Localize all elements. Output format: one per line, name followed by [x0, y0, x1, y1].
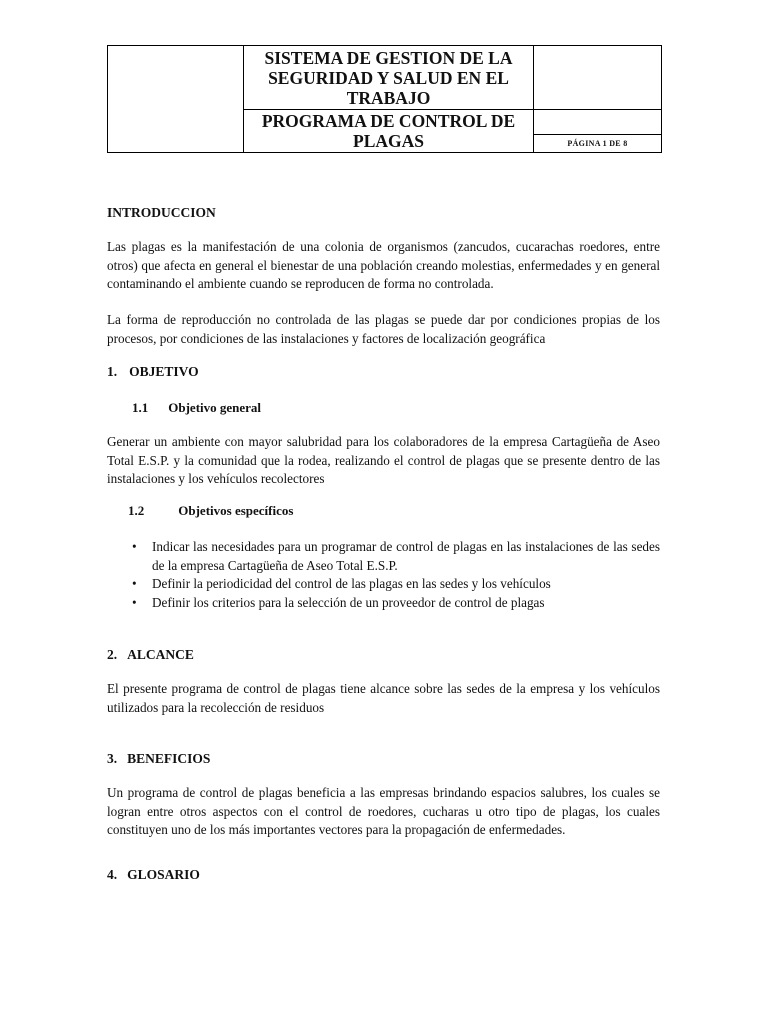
section-number: 1.: [107, 364, 118, 379]
objetivos-especificos-list: [107, 538, 660, 612]
bullet-icon: •: [132, 576, 137, 591]
subsection-title: Objetivos específicos: [178, 503, 294, 518]
list-item: • Definir los criterios para la selección de un proveedor de control de plagas: [107, 594, 660, 613]
section-title: BENEFICIOS: [127, 751, 211, 766]
system-title-line2: SEGURIDAD Y SALUD EN EL: [268, 67, 509, 88]
subsection-title: Objetivo general: [168, 400, 262, 415]
system-title-line1: SISTEMA DE GESTION DE LA: [264, 47, 513, 68]
intro-paragraph-1: Las plagas es la manifestación de una colonia de organismos (zancudos, cucarachas roedores, entre otros) que afecta en general el bienestar de una población creando molestias, enfermedades y en general contaminando el ambiente cuando se reproducen de forma no controlada.: [107, 239, 660, 291]
objetivo-general-heading: [132, 399, 685, 418]
intro-heading: INTRODUCCION: [107, 205, 216, 220]
blank-cell-2: [534, 110, 662, 135]
subsection-number: 1.1: [132, 400, 149, 415]
subsection-number: 1.2: [128, 503, 145, 518]
objetivos-especificos-heading: [128, 502, 681, 521]
alcance-text: El presente programa de control de plagas tiene alcance sobre las sedes de la empresa y los vehículos utilizados para la recolección de residuos: [107, 681, 660, 715]
system-title: [244, 46, 534, 110]
bullet-icon: •: [132, 594, 137, 610]
section-title: GLOSARIO: [127, 867, 200, 882]
beneficios-text: Un programa de control de plagas beneficia a las empresas brindando espacios salubres, los cuales se logran entre otros aspectos con el control de roedores, cucharas u otro tipo de plagas, los cuales constituyen uno de los más importantes vectores para la propagación de enfermedades.: [107, 785, 660, 837]
blank-cell: [534, 46, 662, 110]
section-alcance-heading: [107, 646, 660, 665]
section-beneficios-heading: [107, 750, 660, 769]
section-title: OBJETIVO: [129, 364, 199, 379]
system-title-line3: TRABAJO: [346, 87, 431, 108]
intro-paragraph-2: La forma de reproducción no controlada de las plagas se puede dar por condiciones propias de los procesos, por condiciones de las instalaciones y factores de localización geográfica: [107, 312, 660, 346]
section-title: ALCANCE: [127, 647, 194, 662]
section-objetivo-heading: [107, 363, 660, 382]
program-title-line2: PLAGAS: [353, 131, 424, 151]
section-number: 4.: [107, 867, 118, 882]
objetivo-general-text: Generar un ambiente con mayor salubridad para los colaboradores de la empresa Cartagüeña de Aseo Total E.S.P. y la comunidad que la rodea, realizando el control de plagas que se presente dentro de las instalaciones y los vehículos recolectores: [107, 434, 660, 486]
section-number: 3.: [107, 751, 118, 766]
list-item: • Definir la periodicidad del control de las plagas en las sedes y los vehículos: [107, 575, 660, 594]
program-title-line1: PROGRAMA DE CONTROL DE: [261, 111, 516, 131]
logo-cell: [108, 46, 244, 153]
page-number: PÁGINA 1 DE 8: [534, 135, 662, 153]
program-title: [244, 110, 534, 153]
section-number: 2.: [107, 647, 118, 662]
document-header: [107, 45, 662, 153]
bullet-icon: •: [132, 539, 137, 554]
list-item: • Indicar las necesidades para un programar de control de plagas en las instalaciones de las sedes de la empresa Cartagüeña de Aseo Total E.S.P.: [132, 539, 660, 573]
section-glosario-heading: [107, 866, 660, 885]
